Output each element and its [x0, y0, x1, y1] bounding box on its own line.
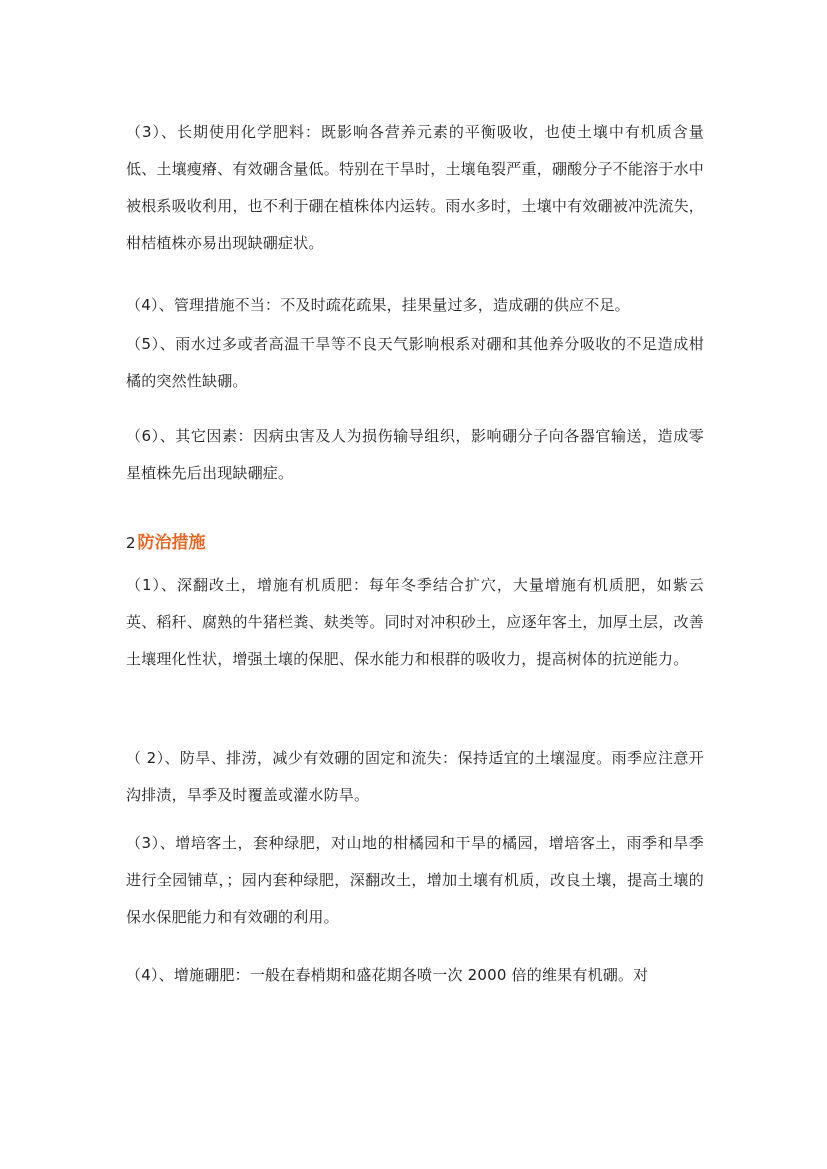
paragraph-cause-6: （6）、其它因素：因病虫害及人为损伤输导组织，影响硼分子向各器官输送，造成零星植株先后出现缺硼症。 — [126, 427, 704, 482]
section-title: 防治措施 — [137, 533, 206, 553]
paragraph-measure-3: （3）、增培客土，套种绿肥，对山地的柑橘园和干旱的橘园，增培客土，雨季和旱季进行全园铺草，；园内套种绿肥，深翻改土，增加土壤有机质，改良土壤，提高土壤的保水保肥能力和有效硼的利用。 — [126, 834, 704, 926]
section-number: 2 — [126, 534, 136, 552]
paragraph-measure-4: （4）、增施硼肥：一般在春梢期和盛花期各喷一次 2000 倍的维果有机硼。对 — [126, 966, 649, 984]
paragraph-measure-1: （1）、深翻改土，增施有机质肥：每年冬季结合扩穴，大量增施有机质肥，如紫云英、稻秆、腐熟的牛猪栏粪、麸类等。同时对冲积砂土，应逐年客土，加厚土层，改善土壤理化性状，增强土壤的保肥、保水能力和根群的吸收力，提高树体的抗逆能力。 — [126, 576, 704, 668]
paragraph-measure-2: （ 2）、防旱、排涝，减少有效硼的固定和流失：保持适宜的土壤湿度。雨季应注意开沟排渍，旱季及时覆盖或灌水防旱。 — [126, 749, 704, 804]
paragraph-cause-5: （5）、雨水过多或者高温干旱等不良天气影响根系对硼和其他养分吸收的不足造成柑橘的突然性缺硼。 — [126, 335, 704, 390]
section-heading — [126, 528, 206, 558]
paragraph-cause-4: （4）、管理措施不当：不及时疏花疏果，挂果量过多，造成硼的供应不足。 — [126, 296, 630, 314]
paragraph-cause-3: （3）、长期使用化学肥料：既影响各营养元素的平衡吸收，也使土壤中有机质含量低、土壤瘦瘠、有效硼含量低。特别在干旱时，土壤龟裂严重，硼酸分子不能溶于水中被根系吸收利用，也不利于硼在植株体内运转。雨水多时，土壤中有效硼被冲洗流失，柑桔植株亦易出现缺硼症状。 — [126, 123, 704, 252]
